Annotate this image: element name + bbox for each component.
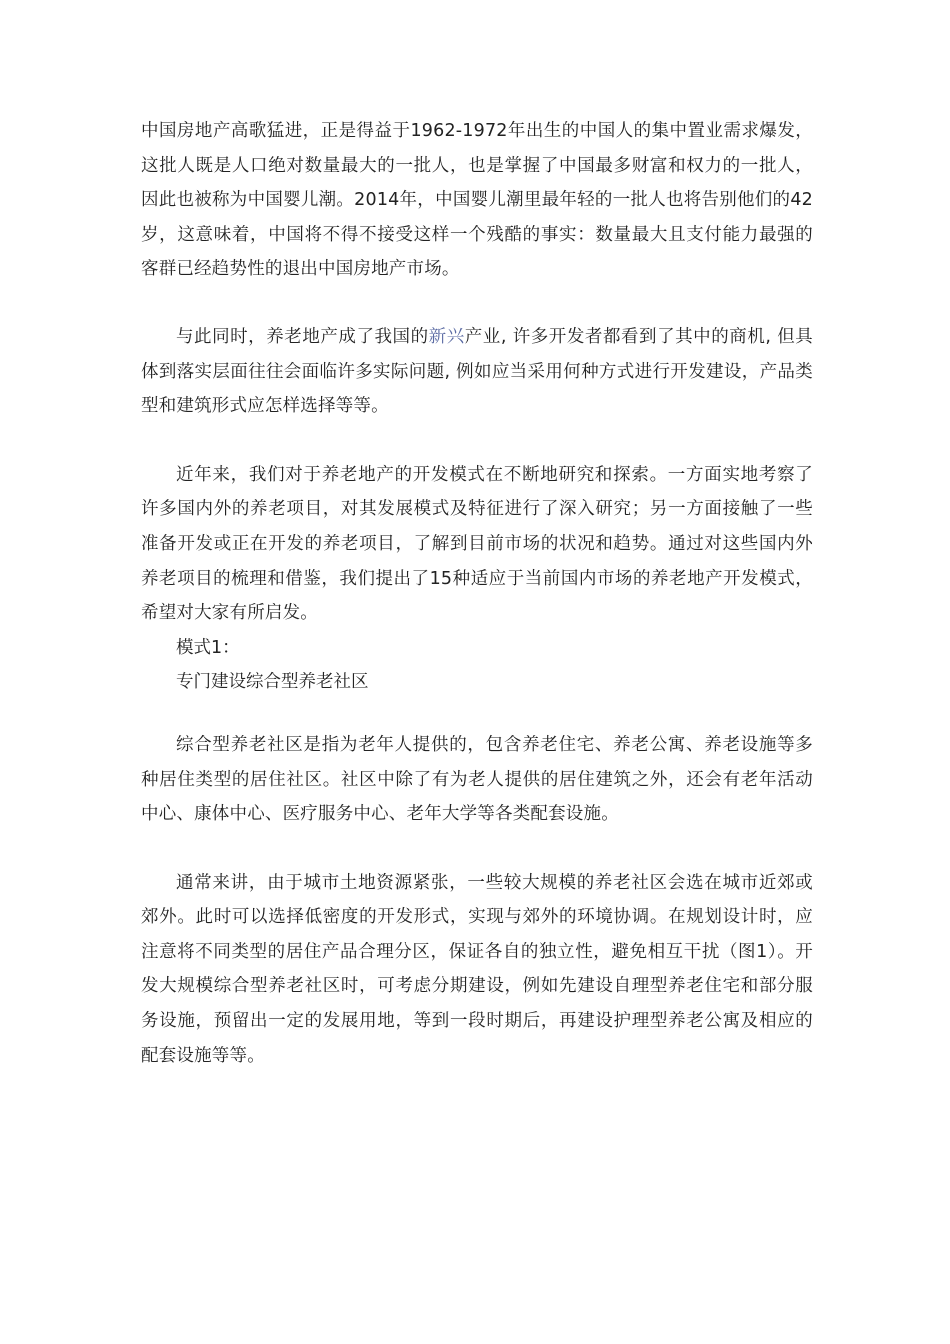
keyword-link-xinxing[interactable]: 新兴: [428, 326, 465, 347]
paragraph-text: 与此同时，养老地产成了我国的: [176, 326, 429, 347]
paragraph-research: 近年来，我们对于养老地产的开发模式在不断地研究和探索。一方面实地考察了许多国内外的养老项目，对其发展模式及特征进行了深入研究；另一方面接触了一些准备开发或正在开发的养老项目，了解到目前市场的状况和趋势。通过对这些国内外养老项目的梳理和借鉴，我们提出了15种适应于当前国内市场的养老地产开发模式，希望对大家有所启发。: [141, 464, 813, 624]
paragraph-emerging-industry: [141, 320, 813, 424]
document-body: [141, 114, 813, 1073]
mode-title: 专门建设综合型养老社区: [176, 672, 369, 693]
paragraph-community-definition: 综合型养老社区是指为老年人提供的，包含养老住宅、养老公寓、养老设施等多种居住类型的居住社区。社区中除了有为老人提供的居住建筑之外，还会有老年活动中心、康体中心、医疗服务中心、老年大学等各类配套设施。: [141, 734, 813, 825]
paragraph-suburban-planning: 通常来讲，由于城市土地资源紧张，一些较大规模的养老社区会选在城市近郊或郊外。此时可以选择低密度的开发形式，实现与郊外的环境协调。在规划设计时，应注意将不同类型的居住产品合理分区，保证各自的独立性，避免相互干扰（图1）。开发大规模综合型养老社区时，可考虑分期建设，例如先建设自理型养老住宅和部分服务设施，预留出一定的发展用地，等到一段时期后，再建设护理型养老公寓及相应的配套设施等等。: [141, 872, 813, 1066]
mode-label: 模式1：: [176, 637, 240, 658]
paragraph-text: 产业, 许多开发者都看到了其中的商机, 但具体到落实层面往往会面临许多实际问题, 例如应当采用何种方式进行开发建设，产品类型和建筑形式应怎样选择等等。: [141, 326, 813, 417]
paragraph-baby-boom: 中国房地产高歌猛进，正是得益于1962-1972年出生的中国人的集中置业需求爆发，这批人既是人口绝对数量最大的一批人，也是掌握了中国最多财富和权力的一批人，因此也被称为中国婴儿潮。2014年，中国婴儿潮里最年轻的一批人也将告别他们的42岁，这意味着，中国将不得不接受这样一个残酷的事实：数量最大且支付能力最强的客群已经趋势性的退出中国房地产市场。: [141, 121, 813, 280]
